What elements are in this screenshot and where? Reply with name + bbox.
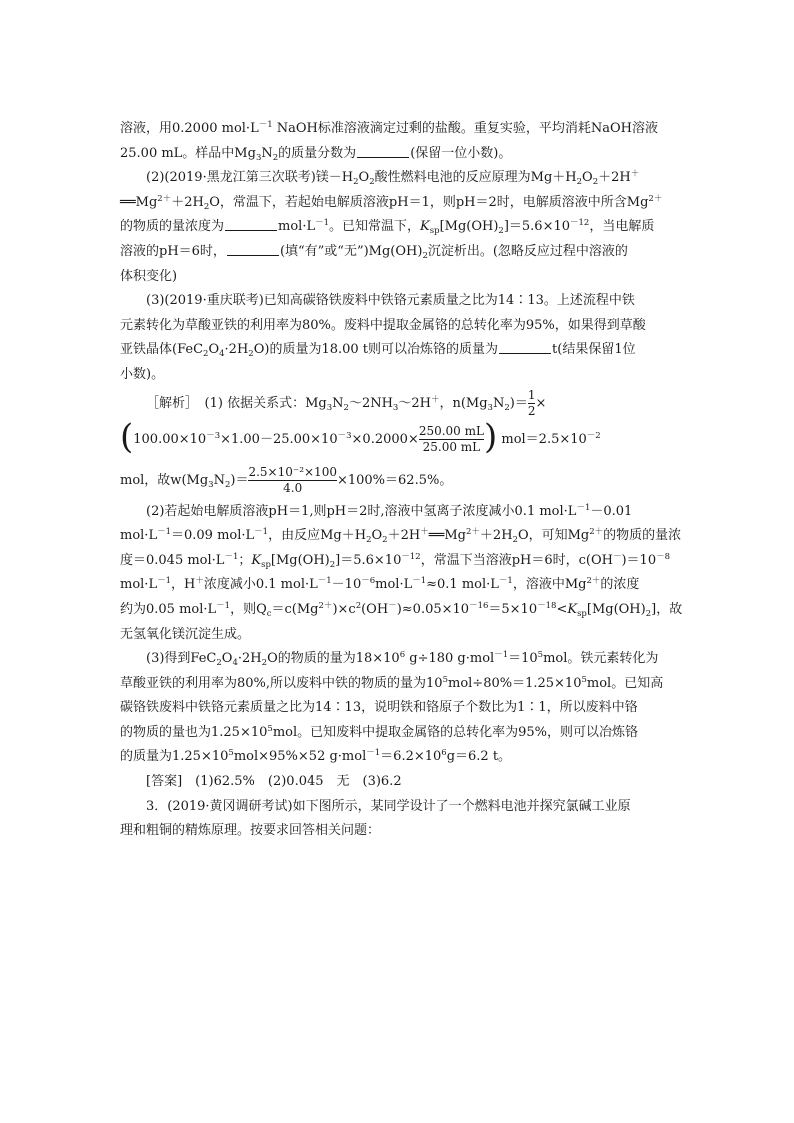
fraction: $\frac{\text{2.5×10⁻²×100}}{4.0}$ — [248, 464, 337, 495]
text-line: ［解析］ (1) 依据关系式：$Mg_3N_2\sim 2NH_3\sim 2H^+$，$n(Mg_3N_2)=$ $\frac{1}{2}$ × — [146, 387, 547, 418]
text-line: 的质量为$1.25\times 10^5mol\times 95\%\times 52$ $g\cdot mol^{-1}=6.2\times 10^6g=6.2$ t。 — [120, 748, 512, 765]
text-line: 小数)。 — [120, 366, 165, 382]
answer-label: [答案] — [146, 774, 183, 790]
text-line: $══Mg^{2+}+2H_2O$，常温下，若起始电解质溶液pH＝1，则pH＝2时，电解质溶液中所含$Mg^{2+}$ — [120, 193, 663, 212]
text-line: 草酸亚铁的利用率为80%,所以废料中铁的物质的量为$10^5mol\div 80\%=1.25\times 10^5mol$。已知高 — [120, 674, 664, 691]
answer-blank — [227, 241, 279, 256]
fraction: $\frac{250.00 mL}{25.00 mL}$ — [418, 423, 484, 454]
text-line: 度＝0.045 $mol\cdot L^{-1}$；$K_{sp}[Mg(OH)_2]=5.6\times 10^{-12}$，常温下当溶液pH＝6时，$c(OH^-)=10^{-8}$ — [120, 551, 671, 570]
text-line: (3)得到$FeC_2O_4\cdot 2H_2O$的物质的量为$18\times 10^6$ g÷180 $g\cdot mol^{-1}=10^5mol$。铁元素转化为 — [146, 650, 659, 669]
answer-line: [答案] (1)62.5% (2)0.045 无 (3)6.2 — [146, 774, 402, 790]
document-body — [120, 117, 683, 844]
text-line: 的物质的量也为$1.25\times 10^5mol$。已知废料中提取金属铬的总转化率为95%，则可以冶炼铬 — [120, 723, 639, 740]
text-line: 元素转化为草酸亚铁的利用率为80%。废料中提取金属铬的总转化率为95%，如果得到草酸 — [120, 317, 646, 333]
text-line: 的物质的量浓度为 $mol\cdot L^{-1}$。已知常温下，$K_{sp}[Mg(OH)_2]=5.6\times 10^{-12}$，当电解质 — [120, 218, 655, 237]
text-line: 溶液的pH＝6时， (填“有”或“无$”)Mg(OH)_2$沉淀析出。(忽略反应过程中溶液的 — [120, 240, 676, 265]
text-line: 理和粗铜的精炼原理。按要求回答相关问题： — [120, 823, 381, 839]
text-line: $mol\cdot L^{-1}=0.09$ $mol\cdot L^{-1}$，由反应$Mg+H_2O_2+2H^+══Mg^{2+}+2H_2O$，可知$Mg^{2+}$的物质的量浓 — [120, 527, 682, 546]
text-line: (2)若起始电解质溶液pH＝1,则pH＝2时,溶液中氢离子浓度减小0.1 $mol\cdot L^{-1}-0.01$ — [146, 502, 633, 519]
text-line: 亚铁晶体$(FeC_2O_4\cdot 2H_2O)$的质量为18.00 t则可以冶炼铬的质量为 t(结果保留1位 — [120, 338, 676, 363]
text-line: 体积变化) — [120, 268, 178, 284]
answer-blank — [357, 143, 409, 158]
text-line: 溶液，用0.2000 $mol\cdot L^{-1}$ NaOH标准溶液滴定过剩的盐酸。重复实验，平均消耗NaOH溶液 — [120, 120, 658, 136]
analysis-label: ［解析］ — [146, 395, 192, 411]
text-line: 无氢氧化镁沉淀生成。 — [120, 626, 251, 642]
text-line: $mol\cdot L^{-1}$，H＋浓度减小0.1 $mol\cdot L^{-1}-10^{-6}mol\cdot L^{-1}\approx 0.1$ $mol\cdot L^{-1}$，溶液中$Mg^{2+}$的浓度 — [120, 576, 640, 593]
text-line: 3．(2019·黄冈调研考试)如下图所示，某同学设计了一个燃料电池并探究氯碱工业原 — [146, 798, 631, 814]
answer-blank — [499, 339, 551, 354]
answer-blank — [225, 216, 277, 231]
formula-line: ($100.00\times 10^{-3}\times 1.00-25.00\times 10^{-3}\times 0.2000\times$ $\frac{250.00 mL}{25.00 mL}$ ) $mol=2.5\times 10^{-2}$ — [120, 417, 601, 458]
text-line: (3)(2019·重庆联考)已知高碳铬铁废料中铁铬元素质量之比为14∶13。上述流程中铁 — [146, 293, 635, 309]
formula-line: mol，故$w(Mg_3N_2)=$ $\frac{\text{2.5×10⁻²×100}}{4.0}$ ×100%＝62.5%。 — [120, 464, 453, 495]
text-line: 约为0.05 $mol\cdot L^{-1}$，则$Q_c=c(Mg^{2+})\times c^2(OH^-)\approx 0.05\times 10^{-16}=5\times 10^{-18}<K_{sp}[Mg(OH)_2]$，故 — [120, 600, 683, 619]
fraction: $\frac{1}{2}$ — [527, 387, 536, 418]
text-line: (2)(2019·黑龙江第三次联考)镁$-H_2O_2$酸性燃料电池的反应原理为$Mg+H_2O_2+2H^+$ — [146, 169, 640, 188]
text-line: 碳铬铁废料中铁铬元素质量之比为14∶13，说明铁和铬原子个数比为1∶1，所以废料中铬 — [120, 700, 638, 716]
text-line: 25.00 mL。样品中$Mg_3N_2$的质量分数为 (保留一位小数)。 — [120, 142, 676, 167]
